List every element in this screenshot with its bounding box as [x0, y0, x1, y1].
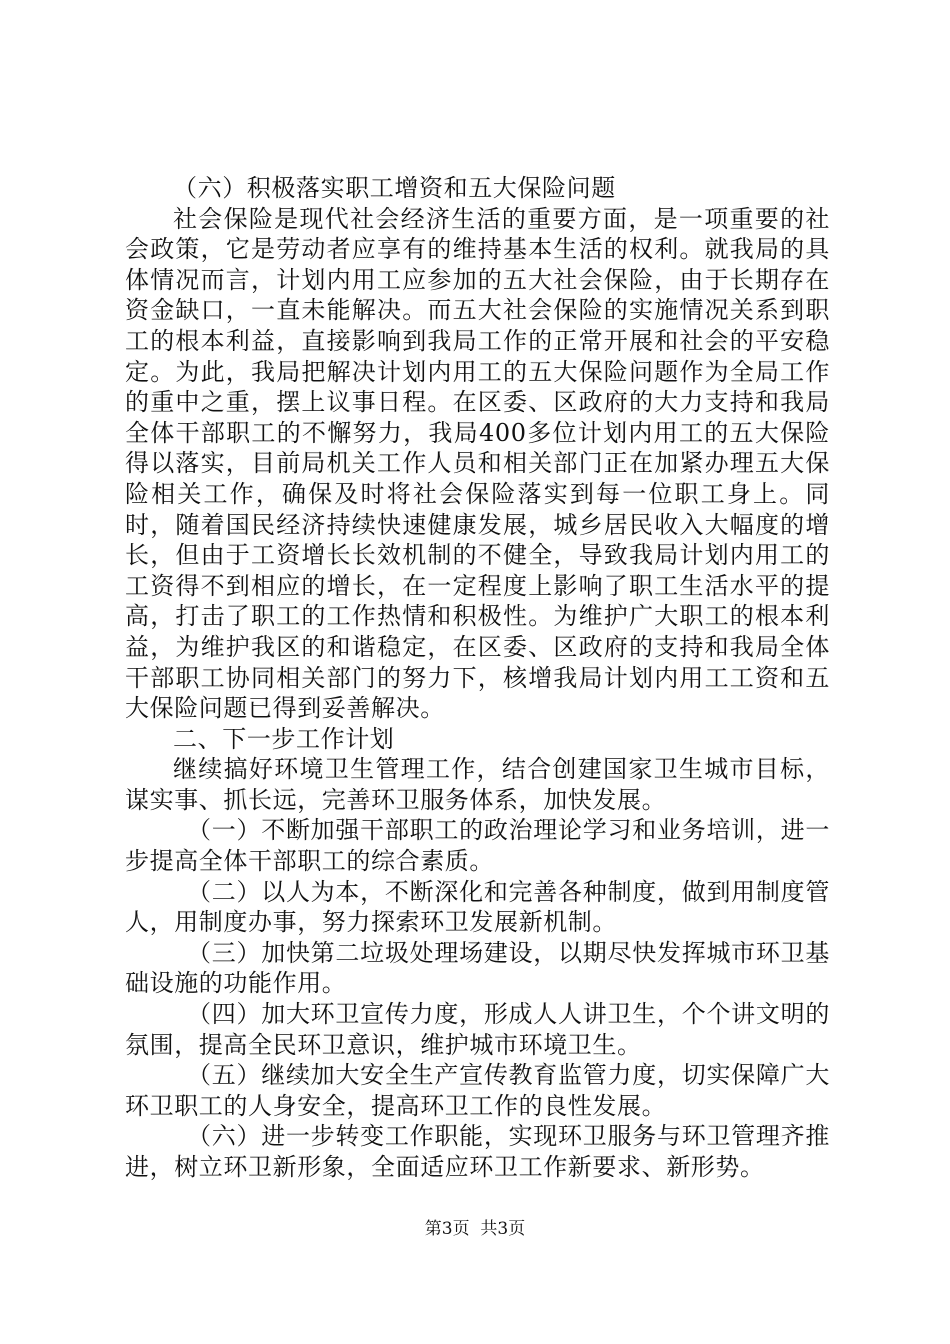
- page-total: 共3页: [480, 1219, 526, 1239]
- plan-item-4: （四）加大环卫宣传力度，形成人人讲卫生，个个讲文明的氛围，提高全民环卫意识，维护城市环境卫生。: [125, 1000, 830, 1059]
- plan-item-6: （六）进一步转变工作职能，实现环卫服务与环卫管理齐推进，树立环卫新形象，全面适应环卫工作新要求、新形势。: [125, 1122, 830, 1181]
- plan-item-3: （三）加快第二垃圾处理场建设，以期尽快发挥城市环卫基础设施的功能作用。: [125, 938, 830, 998]
- plan-item-1: （一）不断加强干部职工的政治理论学习和业务培训，进一步提高全体干部职工的综合素质。: [125, 816, 830, 876]
- page-number: 第3页: [424, 1219, 470, 1239]
- plan-item-2: （二）以人为本，不断深化和完善各种制度，做到用制度管人，用制度办事，努力探索环卫发展新机制。: [125, 877, 830, 937]
- section-heading-six: （六）积极落实职工增资和五大保险问题: [173, 174, 616, 202]
- plan-item-5: （五）继续加大安全生产宣传教育监管力度，切实保障广大环卫职工的人身安全，提高环卫工作的良性发展。: [125, 1061, 830, 1120]
- page-footer: [0, 1218, 950, 1240]
- body-paragraph-plan-intro: 继续搞好环境卫生管理工作，结合创建国家卫生城市目标，谋实事、抓长远，完善环卫服务体系，加快发展。: [125, 755, 830, 814]
- body-paragraph-social-insurance: 社会保险是现代社会经济生活的重要方面，是一项重要的社会政策，它是劳动者应享有的维持基本生活的权利。就我局的具体情况而言，计划内用工应参加的五大社会保险，由于长期存在资金缺口，一直未能解决。而五大社会保险的实施情况关系到职工的根本利益，直接影响到我局工作的正常开展和社会的平安稳定。为此，我局把解决计划内用工的五大保险问题作为全局工作的重中之重，摆上议事日程。在区委、区政府的大力支持和我局全体干部职工的不懈努力，我局400多位计划内用工的五大保险得以落实，目前局机关工作人员和相关部门正在加紧办理五大保险相关工作，确保及时将社会保险落实到每一位职工身上。同时，随着国民经济持续快速健康发展，城乡居民收入大幅度的增长，但由于工资增长长效机制的不健全，导致我局计划内用工的工资得不到相应的增长，在一定程度上影响了职工生活水平的提高，打击了职工的工作热情和积极性。为维护广大职工的根本利益，为维护我区的和谐稳定，在区委、区政府的支持和我局全体干部职工协同相关部门的努力下，核增我局计划内用工工资和五大保险问题已得到妥善解决。: [125, 204, 830, 723]
- document-body: [125, 173, 830, 1183]
- section-heading-next-plan: 二、下一步工作计划: [173, 724, 395, 753]
